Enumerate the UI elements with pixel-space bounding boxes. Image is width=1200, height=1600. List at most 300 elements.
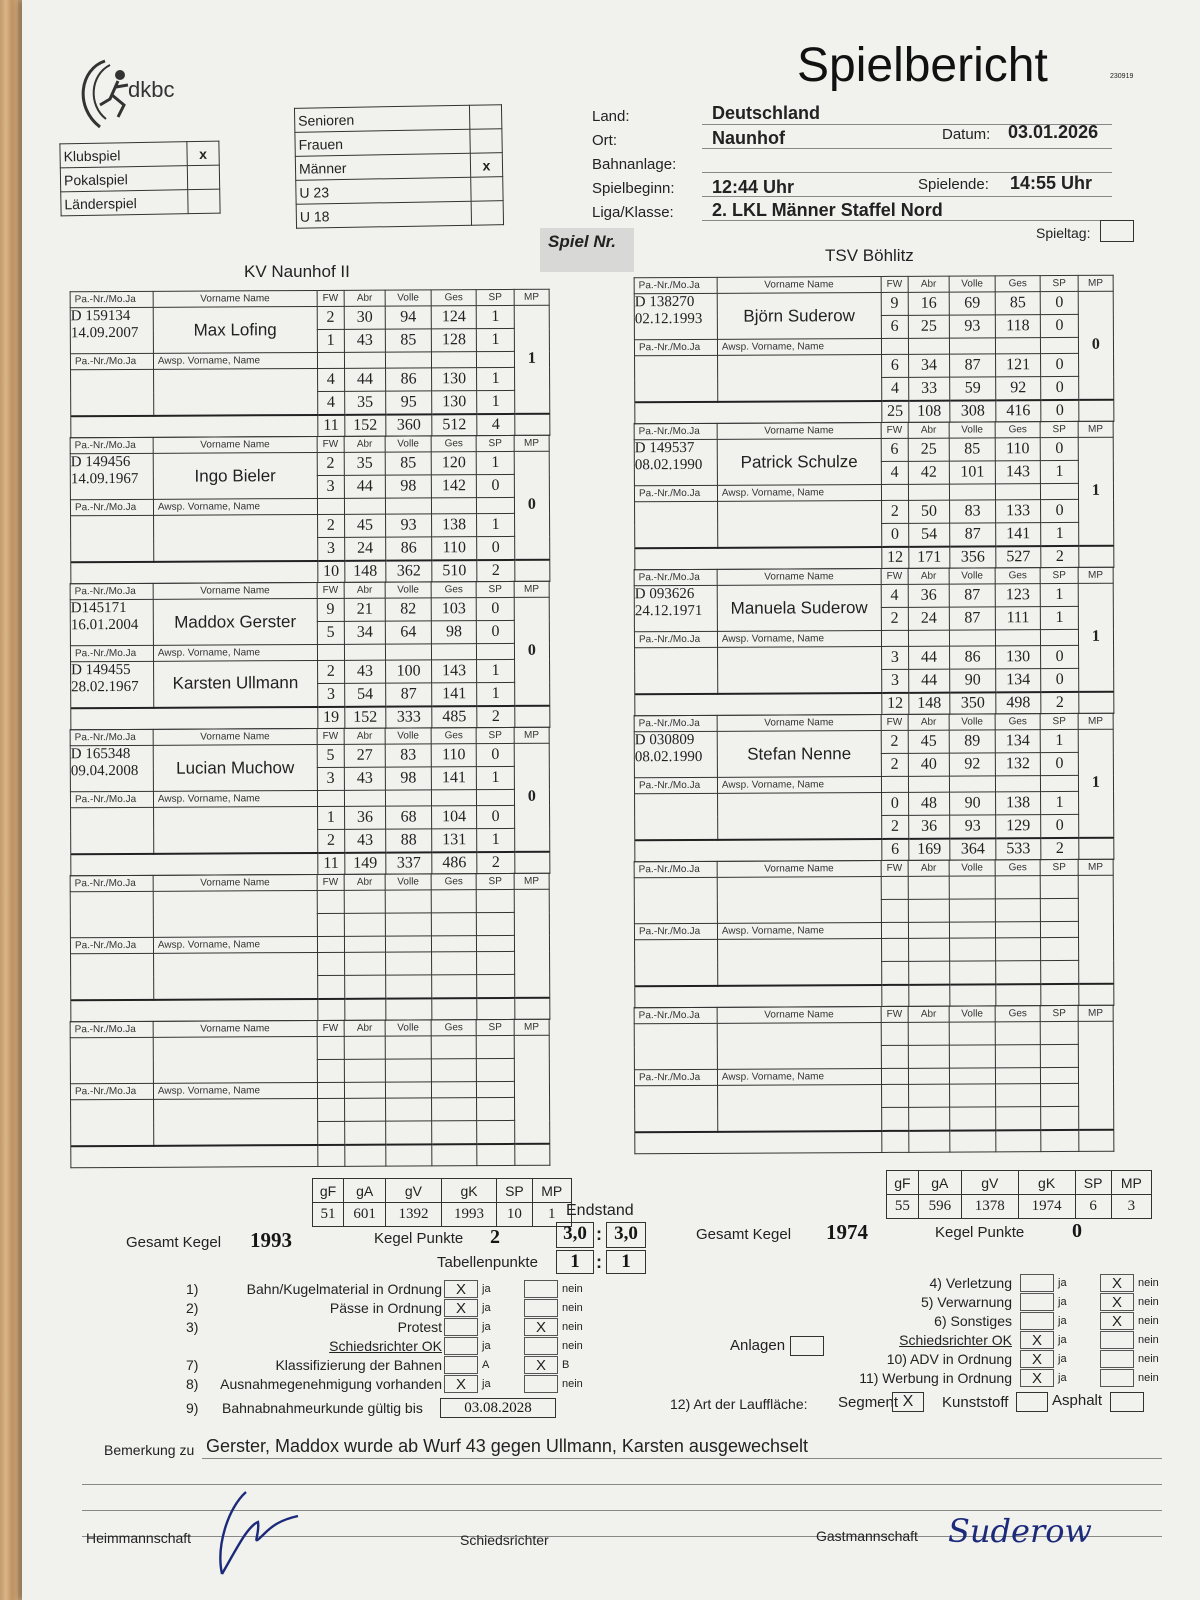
- score-cell[interactable]: [431, 1036, 477, 1059]
- score-cell[interactable]: [908, 961, 950, 984]
- score-cell[interactable]: [995, 1084, 1041, 1107]
- total-cell[interactable]: 308: [950, 400, 996, 422]
- score-cell[interactable]: 110: [431, 744, 477, 767]
- total-cell[interactable]: 6: [882, 838, 909, 860]
- score-cell[interactable]: [949, 1045, 995, 1068]
- score-cell[interactable]: [477, 974, 514, 997]
- total-cell[interactable]: 498: [996, 692, 1042, 714]
- check-box-b[interactable]: X: [524, 1356, 558, 1374]
- score-cell[interactable]: 85: [385, 329, 431, 352]
- score-cell[interactable]: 0: [881, 792, 908, 815]
- score-cell[interactable]: [431, 975, 477, 998]
- total-cell[interactable]: [432, 1144, 478, 1166]
- score-cell[interactable]: 3: [317, 537, 344, 560]
- score-cell[interactable]: 0: [1041, 353, 1078, 376]
- score-cell[interactable]: 92: [949, 753, 995, 776]
- total-cell[interactable]: 171: [908, 546, 950, 568]
- score-cell[interactable]: [477, 1058, 514, 1081]
- total-cell[interactable]: [908, 1130, 950, 1152]
- score-cell[interactable]: 40: [908, 753, 950, 776]
- score-cell[interactable]: 0: [1041, 814, 1078, 837]
- score-cell[interactable]: 134: [995, 730, 1041, 753]
- score-cell[interactable]: 133: [995, 500, 1041, 523]
- score-cell[interactable]: 0: [477, 805, 514, 828]
- anlagen-field[interactable]: [790, 1336, 824, 1356]
- spielart-checkbox[interactable]: x: [187, 141, 219, 166]
- sub-name[interactable]: [717, 646, 881, 693]
- score-cell[interactable]: 111: [995, 607, 1041, 630]
- score-cell[interactable]: 5: [317, 621, 344, 644]
- total-cell[interactable]: 356: [950, 546, 996, 568]
- total-cell[interactable]: [477, 1143, 514, 1165]
- player-name[interactable]: Stefan Nenne: [717, 730, 881, 777]
- score-cell[interactable]: [908, 938, 950, 961]
- score-cell[interactable]: 1: [1041, 460, 1078, 483]
- score-cell[interactable]: [1041, 875, 1078, 898]
- score-cell[interactable]: 0: [1041, 499, 1078, 522]
- score-cell[interactable]: 2: [317, 306, 344, 329]
- score-cell[interactable]: 103: [431, 598, 477, 621]
- score-cell[interactable]: [1041, 1083, 1078, 1106]
- score-cell[interactable]: [949, 876, 995, 899]
- score-cell[interactable]: 142: [431, 475, 477, 498]
- total-cell[interactable]: 149: [344, 852, 386, 874]
- mp-cell[interactable]: [1078, 1021, 1114, 1129]
- mp-cell[interactable]: [514, 1035, 550, 1143]
- score-cell[interactable]: 4: [317, 391, 344, 414]
- score-cell[interactable]: 2: [317, 514, 344, 537]
- score-cell[interactable]: [344, 890, 386, 913]
- score-cell[interactable]: 124: [431, 306, 477, 329]
- check-box-a[interactable]: X: [444, 1375, 478, 1393]
- score-cell[interactable]: [1041, 1106, 1078, 1129]
- score-cell[interactable]: [386, 1098, 432, 1121]
- total-cell[interactable]: 364: [950, 838, 996, 860]
- total-cell[interactable]: 416: [996, 400, 1042, 422]
- score-cell[interactable]: 130: [431, 368, 477, 391]
- score-cell[interactable]: 9: [317, 598, 344, 621]
- score-cell[interactable]: [385, 1059, 431, 1082]
- player-name[interactable]: Manuela Suderow: [717, 584, 881, 631]
- score-cell[interactable]: [950, 961, 996, 984]
- score-cell[interactable]: [1041, 960, 1078, 983]
- score-cell[interactable]: 104: [431, 806, 477, 829]
- check-box-a[interactable]: X: [1020, 1369, 1054, 1387]
- total-cell[interactable]: 152: [344, 706, 386, 728]
- score-cell[interactable]: 27: [344, 744, 386, 767]
- score-cell[interactable]: 4: [881, 584, 908, 607]
- check-box-b[interactable]: [1100, 1369, 1134, 1387]
- score-cell[interactable]: 1: [477, 305, 514, 328]
- score-cell[interactable]: [1041, 1044, 1078, 1067]
- score-cell[interactable]: 0: [1041, 437, 1078, 460]
- score-cell[interactable]: 120: [431, 452, 477, 475]
- score-cell[interactable]: 2: [881, 607, 908, 630]
- total-cell[interactable]: 510: [432, 560, 478, 582]
- check-box-b[interactable]: [524, 1375, 558, 1393]
- score-cell[interactable]: 43: [344, 767, 386, 790]
- score-cell[interactable]: 1: [477, 682, 514, 705]
- score-cell[interactable]: 129: [995, 815, 1041, 838]
- total-cell[interactable]: 486: [432, 852, 478, 874]
- player-name[interactable]: Maddox Gerster: [153, 598, 317, 645]
- score-cell[interactable]: 90: [950, 792, 996, 815]
- check-box-b[interactable]: X: [1100, 1293, 1134, 1311]
- score-cell[interactable]: 85: [949, 438, 995, 461]
- score-cell[interactable]: 0: [1041, 291, 1078, 314]
- mp-cell[interactable]: [1078, 875, 1114, 983]
- mp-cell[interactable]: 1: [1078, 583, 1114, 691]
- mp-cell[interactable]: 1: [1078, 437, 1114, 545]
- score-cell[interactable]: 35: [344, 391, 386, 414]
- score-cell[interactable]: 36: [908, 584, 950, 607]
- total-cell[interactable]: [386, 998, 432, 1020]
- total-cell[interactable]: 485: [432, 706, 478, 728]
- score-cell[interactable]: 44: [344, 475, 386, 498]
- kategorie-checkbox[interactable]: [471, 177, 503, 202]
- player-name[interactable]: Ingo Bieler: [153, 452, 317, 499]
- score-cell[interactable]: 83: [385, 744, 431, 767]
- score-cell[interactable]: 85: [995, 292, 1041, 315]
- score-cell[interactable]: [949, 899, 995, 922]
- score-cell[interactable]: 1: [477, 766, 514, 789]
- total-cell[interactable]: 2: [477, 705, 514, 727]
- score-cell[interactable]: [881, 1022, 908, 1045]
- score-cell[interactable]: 3: [881, 646, 908, 669]
- score-cell[interactable]: 3: [317, 767, 344, 790]
- score-cell[interactable]: [949, 1022, 995, 1045]
- score-cell[interactable]: 24: [908, 607, 950, 630]
- total-cell[interactable]: 2: [1041, 545, 1078, 567]
- check-box-b[interactable]: X: [1100, 1274, 1134, 1292]
- score-cell[interactable]: [385, 890, 431, 913]
- check-box-a[interactable]: X: [444, 1299, 478, 1317]
- total-cell[interactable]: 169: [908, 838, 950, 860]
- check-box-a[interactable]: X: [1020, 1331, 1054, 1349]
- score-cell[interactable]: 0: [477, 620, 514, 643]
- score-cell[interactable]: 16: [908, 292, 950, 315]
- check-box-b[interactable]: [524, 1337, 558, 1355]
- score-cell[interactable]: [386, 952, 432, 975]
- score-cell[interactable]: 141: [431, 767, 477, 790]
- score-cell[interactable]: [881, 899, 908, 922]
- score-cell[interactable]: 6: [881, 315, 908, 338]
- total-cell[interactable]: [432, 998, 478, 1020]
- score-cell[interactable]: 50: [908, 500, 950, 523]
- score-cell[interactable]: 141: [431, 683, 477, 706]
- score-cell[interactable]: 87: [949, 607, 995, 630]
- total-cell[interactable]: 0: [1041, 399, 1078, 421]
- sub-name[interactable]: [717, 938, 881, 985]
- check-box-b[interactable]: X: [1100, 1312, 1134, 1330]
- score-cell[interactable]: 90: [950, 669, 996, 692]
- score-cell[interactable]: 34: [908, 354, 950, 377]
- sub-name[interactable]: [153, 1098, 317, 1145]
- total-cell[interactable]: 11: [318, 414, 345, 436]
- mp-cell[interactable]: 0: [514, 743, 550, 851]
- total-cell[interactable]: 4: [477, 413, 514, 435]
- player-name[interactable]: Lucian Muchow: [153, 744, 317, 791]
- total-cell[interactable]: [1041, 1129, 1078, 1151]
- score-cell[interactable]: [881, 876, 908, 899]
- score-cell[interactable]: [317, 975, 344, 998]
- score-cell[interactable]: [950, 1084, 996, 1107]
- score-cell[interactable]: 85: [385, 452, 431, 475]
- score-cell[interactable]: 83: [950, 500, 996, 523]
- score-cell[interactable]: [431, 952, 477, 975]
- score-cell[interactable]: 88: [386, 829, 432, 852]
- player-name[interactable]: [153, 890, 317, 937]
- score-cell[interactable]: 1: [1041, 522, 1078, 545]
- score-cell[interactable]: [908, 1045, 950, 1068]
- sub-name[interactable]: [717, 354, 881, 401]
- score-cell[interactable]: 0: [477, 597, 514, 620]
- total-cell[interactable]: [344, 1144, 386, 1166]
- check-box-a[interactable]: X: [444, 1280, 478, 1298]
- score-cell[interactable]: [908, 876, 950, 899]
- score-cell[interactable]: [317, 952, 344, 975]
- score-cell[interactable]: 141: [995, 523, 1041, 546]
- total-cell[interactable]: 360: [386, 414, 432, 436]
- total-cell[interactable]: 10: [318, 560, 345, 582]
- score-cell[interactable]: 2: [881, 730, 908, 753]
- score-cell[interactable]: 0: [477, 474, 514, 497]
- score-cell[interactable]: [995, 876, 1041, 899]
- score-cell[interactable]: [995, 1107, 1041, 1130]
- score-cell[interactable]: 100: [386, 660, 432, 683]
- segment-checkbox[interactable]: X: [892, 1392, 924, 1412]
- total-cell[interactable]: 2: [1041, 837, 1078, 859]
- sub-name[interactable]: [153, 368, 317, 415]
- score-cell[interactable]: [431, 1098, 477, 1121]
- total-cell[interactable]: 2: [477, 559, 514, 581]
- spielart-checkbox[interactable]: [188, 189, 220, 214]
- sub-name[interactable]: [153, 514, 317, 561]
- score-cell[interactable]: 110: [995, 438, 1041, 461]
- total-cell[interactable]: [1041, 983, 1078, 1005]
- score-cell[interactable]: 25: [908, 438, 950, 461]
- score-cell[interactable]: 93: [950, 815, 996, 838]
- score-cell[interactable]: [344, 975, 386, 998]
- check-box-a[interactable]: [1020, 1312, 1054, 1330]
- score-cell[interactable]: [317, 890, 344, 913]
- score-cell[interactable]: 87: [950, 523, 996, 546]
- score-cell[interactable]: [317, 1036, 344, 1059]
- score-cell[interactable]: 143: [431, 660, 477, 683]
- sub-name[interactable]: [153, 806, 317, 853]
- score-cell[interactable]: [477, 889, 514, 912]
- check-box-b[interactable]: X: [524, 1318, 558, 1336]
- total-cell[interactable]: 148: [908, 692, 950, 714]
- score-cell[interactable]: [995, 938, 1041, 961]
- total-cell[interactable]: 2: [1041, 691, 1078, 713]
- score-cell[interactable]: 1: [477, 513, 514, 536]
- score-cell[interactable]: 45: [344, 514, 386, 537]
- kategorie-checkbox[interactable]: [471, 201, 503, 226]
- check-box-b[interactable]: [1100, 1331, 1134, 1349]
- score-cell[interactable]: 6: [881, 354, 908, 377]
- mp-cell[interactable]: 1: [514, 305, 550, 413]
- score-cell[interactable]: 1: [1041, 583, 1078, 606]
- score-cell[interactable]: [317, 1121, 344, 1144]
- score-cell[interactable]: [950, 938, 996, 961]
- score-cell[interactable]: [344, 1059, 386, 1082]
- total-cell[interactable]: 2: [477, 851, 514, 873]
- score-cell[interactable]: 98: [385, 767, 431, 790]
- score-cell[interactable]: 24: [344, 537, 386, 560]
- score-cell[interactable]: 54: [908, 523, 950, 546]
- player-name[interactable]: [153, 1036, 317, 1083]
- score-cell[interactable]: 36: [344, 806, 386, 829]
- total-cell[interactable]: [386, 1144, 432, 1166]
- mp-cell[interactable]: [514, 889, 550, 997]
- score-cell[interactable]: 98: [385, 475, 431, 498]
- check-box-a[interactable]: [444, 1356, 478, 1374]
- score-cell[interactable]: 64: [385, 621, 431, 644]
- score-cell[interactable]: 95: [386, 391, 432, 414]
- score-cell[interactable]: 1: [477, 451, 514, 474]
- score-cell[interactable]: 121: [995, 354, 1041, 377]
- score-cell[interactable]: 44: [344, 368, 386, 391]
- score-cell[interactable]: [385, 913, 431, 936]
- score-cell[interactable]: 0: [881, 523, 908, 546]
- total-cell[interactable]: [950, 1130, 996, 1152]
- score-cell[interactable]: 101: [949, 461, 995, 484]
- score-cell[interactable]: [477, 1097, 514, 1120]
- score-cell[interactable]: [431, 890, 477, 913]
- score-cell[interactable]: 5: [317, 744, 344, 767]
- score-cell[interactable]: [317, 1059, 344, 1082]
- score-cell[interactable]: 110: [431, 537, 477, 560]
- score-cell[interactable]: [908, 1084, 950, 1107]
- total-cell[interactable]: [908, 984, 950, 1006]
- total-cell[interactable]: 11: [318, 852, 345, 874]
- score-cell[interactable]: [881, 1045, 908, 1068]
- score-cell[interactable]: 3: [317, 683, 344, 706]
- score-cell[interactable]: 0: [1041, 376, 1078, 399]
- score-cell[interactable]: 68: [386, 806, 432, 829]
- score-cell[interactable]: 30: [344, 306, 386, 329]
- kategorie-checkbox[interactable]: [470, 129, 502, 154]
- score-cell[interactable]: 44: [908, 646, 950, 669]
- score-cell[interactable]: 86: [386, 368, 432, 391]
- score-cell[interactable]: 34: [344, 621, 386, 644]
- total-cell[interactable]: [996, 984, 1042, 1006]
- score-cell[interactable]: [317, 1098, 344, 1121]
- player-name[interactable]: Patrick Schulze: [717, 438, 881, 485]
- score-cell[interactable]: 130: [431, 391, 477, 414]
- check-box-a[interactable]: [1020, 1293, 1054, 1311]
- score-cell[interactable]: [881, 1107, 908, 1130]
- score-cell[interactable]: 93: [386, 514, 432, 537]
- score-cell[interactable]: 48: [908, 792, 950, 815]
- score-cell[interactable]: 42: [908, 461, 950, 484]
- spielart-checkbox[interactable]: [187, 165, 219, 190]
- score-cell[interactable]: 138: [431, 514, 477, 537]
- score-cell[interactable]: 54: [344, 683, 386, 706]
- asphalt-checkbox[interactable]: [1110, 1392, 1144, 1412]
- score-cell[interactable]: 128: [431, 329, 477, 352]
- score-cell[interactable]: 89: [949, 730, 995, 753]
- kategorie-checkbox[interactable]: x: [470, 153, 502, 178]
- total-cell[interactable]: [318, 1144, 345, 1166]
- score-cell[interactable]: 25: [908, 315, 950, 338]
- mp-cell[interactable]: 0: [514, 597, 550, 705]
- total-cell[interactable]: 527: [996, 546, 1042, 568]
- score-cell[interactable]: 3: [881, 669, 908, 692]
- check-box-b[interactable]: [1100, 1350, 1134, 1368]
- score-cell[interactable]: [386, 975, 432, 998]
- player-name[interactable]: Max Lofing: [153, 306, 317, 353]
- total-cell[interactable]: 19: [318, 706, 345, 728]
- score-cell[interactable]: [344, 1098, 386, 1121]
- score-cell[interactable]: 87: [950, 354, 996, 377]
- player-name[interactable]: [717, 876, 881, 923]
- score-cell[interactable]: 4: [881, 461, 908, 484]
- score-cell[interactable]: 0: [1041, 752, 1078, 775]
- score-cell[interactable]: 82: [385, 598, 431, 621]
- score-cell[interactable]: 2: [317, 660, 344, 683]
- score-cell[interactable]: [386, 1121, 432, 1144]
- score-cell[interactable]: [477, 951, 514, 974]
- score-cell[interactable]: [908, 1107, 950, 1130]
- check-box-b[interactable]: [524, 1280, 558, 1298]
- score-cell[interactable]: [344, 1036, 386, 1059]
- score-cell[interactable]: [995, 961, 1041, 984]
- score-cell[interactable]: [431, 1121, 477, 1144]
- total-cell[interactable]: 152: [344, 414, 386, 436]
- score-cell[interactable]: 86: [386, 537, 432, 560]
- player-name[interactable]: [717, 1022, 881, 1069]
- score-cell[interactable]: 0: [1041, 645, 1078, 668]
- total-cell[interactable]: 108: [908, 400, 950, 422]
- total-cell[interactable]: 148: [344, 560, 386, 582]
- score-cell[interactable]: [344, 952, 386, 975]
- score-cell[interactable]: [477, 1035, 514, 1058]
- total-cell[interactable]: 337: [386, 852, 432, 874]
- score-cell[interactable]: [881, 961, 908, 984]
- score-cell[interactable]: 93: [949, 315, 995, 338]
- total-cell[interactable]: [318, 998, 345, 1020]
- score-cell[interactable]: 43: [344, 829, 386, 852]
- score-cell[interactable]: 134: [995, 669, 1041, 692]
- score-cell[interactable]: [431, 913, 477, 936]
- player-name[interactable]: Björn Suderow: [717, 292, 881, 339]
- total-cell[interactable]: 533: [996, 838, 1042, 860]
- spieltag-field[interactable]: [1100, 220, 1134, 242]
- score-cell[interactable]: [950, 1107, 996, 1130]
- kategorie-checkbox[interactable]: [469, 105, 501, 130]
- score-cell[interactable]: [431, 1059, 477, 1082]
- score-cell[interactable]: [995, 899, 1041, 922]
- score-cell[interactable]: [344, 1121, 386, 1144]
- score-cell[interactable]: 43: [344, 329, 386, 352]
- score-cell[interactable]: [477, 1120, 514, 1143]
- score-cell[interactable]: 1: [317, 806, 344, 829]
- total-cell[interactable]: 512: [432, 414, 478, 436]
- score-cell[interactable]: [317, 913, 344, 936]
- total-cell[interactable]: [950, 984, 996, 1006]
- score-cell[interactable]: [908, 899, 950, 922]
- check-box-a[interactable]: [444, 1318, 478, 1336]
- total-cell[interactable]: [344, 998, 386, 1020]
- score-cell[interactable]: 0: [1041, 668, 1078, 691]
- total-cell[interactable]: [882, 984, 909, 1006]
- score-cell[interactable]: 45: [908, 730, 950, 753]
- total-cell[interactable]: 12: [882, 692, 909, 714]
- score-cell[interactable]: 43: [344, 660, 386, 683]
- score-cell[interactable]: 1: [477, 328, 514, 351]
